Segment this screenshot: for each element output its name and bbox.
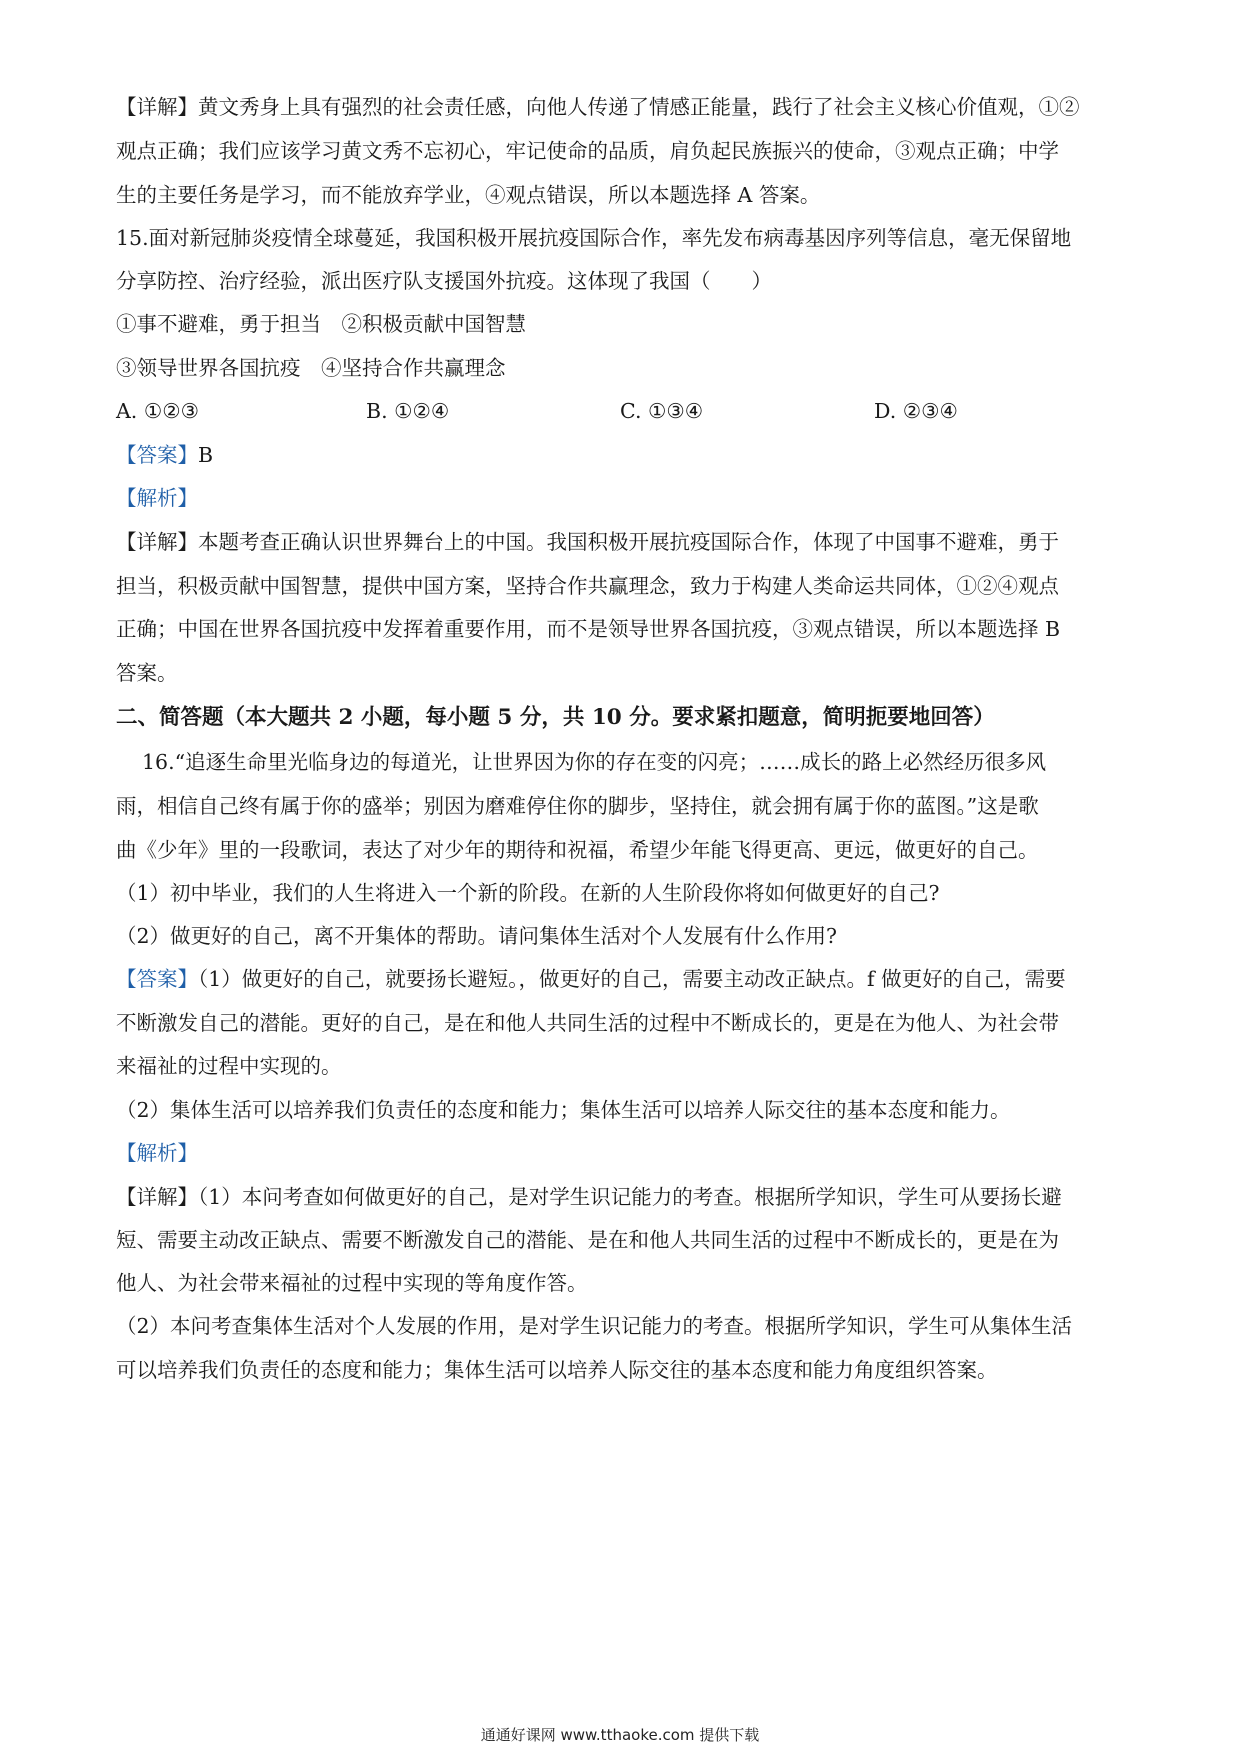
detail-tag: 【详解】 [116,1185,198,1209]
q15-answer [116,440,1126,470]
text: （1）本问考查如何做更好的自己，是对学生识记能力的考查。根据所学知识，学生可从要扬长避 [198,1185,1062,1209]
q15-stem-line-1: 15.面对新冠肺炎疫情全球蔓延，我国积极开展抗疫国际合作，率先发布病毒基因序列等信息，毫无保留地 [116,226,1072,250]
q15-detail-line-3: 正确；中国在世界各国抗疫中发挥着重要作用，而不是领导世界各国抗疫，③观点错误，所以本题选择 B [116,617,1061,641]
q15-items-line-2: ③领导世界各国抗疫 ④坚持合作共赢理念 [116,356,506,380]
q15-detail-line-2: 担当，积极贡献中国智慧，提供中国方案，坚持合作共赢理念，致力于构建人类命运共同体，①②④观点 [116,574,1059,598]
q16-sub-question-1: （1）初中毕业，我们的人生将进入一个新的阶段。在新的人生阶段你将如何做更好的自己? [116,881,940,905]
q14-detail-line-1 [116,92,1126,122]
q16-detail-line-4: （2）本问考查集体生活对个人发展的作用，是对学生识记能力的考查。根据所学知识，学生可从集体生活 [116,1314,1073,1338]
q16-analysis-tag: 【解析】 [116,1141,198,1165]
answer-tag: 【答案】 [116,443,198,467]
q16-detail-line-3: 他人、为社会带来福祉的过程中实现的等角度作答。 [116,1271,588,1295]
q15-stem-line-2: 分享防控、治疗经验，派出医疗队支援国外抗疫。这体现了我国（ ） [116,269,772,293]
q16-detail-line-2: 短、需要主动改正缺点、需要不断激发自己的潜能、是在和他人共同生活的过程中不断成长的，更是在为 [116,1228,1059,1252]
detail-tag: 【详解】 [116,95,198,119]
q16-stem-line-1: 16.“追逐生命里光临身边的每道光，让世界因为你的存在变的闪亮；……成长的路上必然经历很多风 [142,750,1047,774]
q15-detail-line-1 [116,527,1126,557]
q15-option-c: C. ①③④ [620,399,704,423]
q16-answer-line-4: （2）集体生活可以培养我们负责任的态度和能力；集体生活可以培养人际交往的基本态度和能力。 [116,1098,1011,1122]
q16-answer-line-2: 不断激发自己的潜能。更好的自己，是在和他人共同生活的过程中不断成长的，更是在为他人、为社会带 [116,1011,1059,1035]
detail-tag: 【详解】 [116,530,198,554]
q15-option-a: A. ①②③ [116,399,199,423]
page-footer: 通通好课网 www.tthaoke.com 提供下载 [480,1726,760,1744]
text: 黄文秀身上具有强烈的社会责任感，向他人传递了情感正能量，践行了社会主义核心价值观，①② [198,95,1080,119]
q16-detail-line-1 [116,1182,1126,1212]
q15-analysis-tag: 【解析】 [116,486,198,510]
text: 本题考查正确认识世界舞台上的中国。我国积极开展抗疫国际合作，体现了中国事不避难，勇于 [198,530,1059,554]
q15-option-d: D. ②③④ [874,399,958,423]
text: （1）做更好的自己，就要扬长避短。，做更好的自己，需要主动改正缺点。f 做更好的自己，需要 [198,967,1066,991]
q16-answer-line-1 [116,964,1126,994]
q15-detail-line-4: 答案。 [116,661,178,685]
q16-stem-line-3: 曲《少年》里的一段歌词，表达了对少年的期待和祝福，希望少年能飞得更高、更远，做更好的自己。 [116,838,1039,862]
q15-items-line-1: ①事不避难，勇于担当 ②积极贡献中国智慧 [116,312,526,336]
answer-value: B [198,443,214,467]
q16-answer-line-3: 来福祉的过程中实现的。 [116,1054,342,1078]
q16-stem-line-2: 雨，相信自己终有属于你的盛举；别因为磨难停住你的脚步，坚持住，就会拥有属于你的蓝图。”这是歌 [116,794,1039,818]
q16-sub-question-2: （2）做更好的自己，离不开集体的帮助。请问集体生活对个人发展有什么作用? [116,924,838,948]
section-2-heading: 二、简答题（本大题共 2 小题，每小题 5 分，共 10 分。要求紧扣题意，简明扼要地回答） [116,705,995,730]
q14-detail-line-2: 观点正确；我们应该学习黄文秀不忘初心，牢记使命的品质，肩负起民族振兴的使命，③观点正确；中学 [116,139,1059,163]
answer-tag: 【答案】 [116,967,198,991]
q14-detail-line-3: 生的主要任务是学习，而不能放弃学业，④观点错误，所以本题选择 A 答案。 [116,183,821,207]
q15-option-b: B. ①②④ [366,399,450,423]
q16-detail-line-5: 可以培养我们负责任的态度和能力；集体生活可以培养人际交往的基本态度和能力角度组织答案。 [116,1358,998,1382]
